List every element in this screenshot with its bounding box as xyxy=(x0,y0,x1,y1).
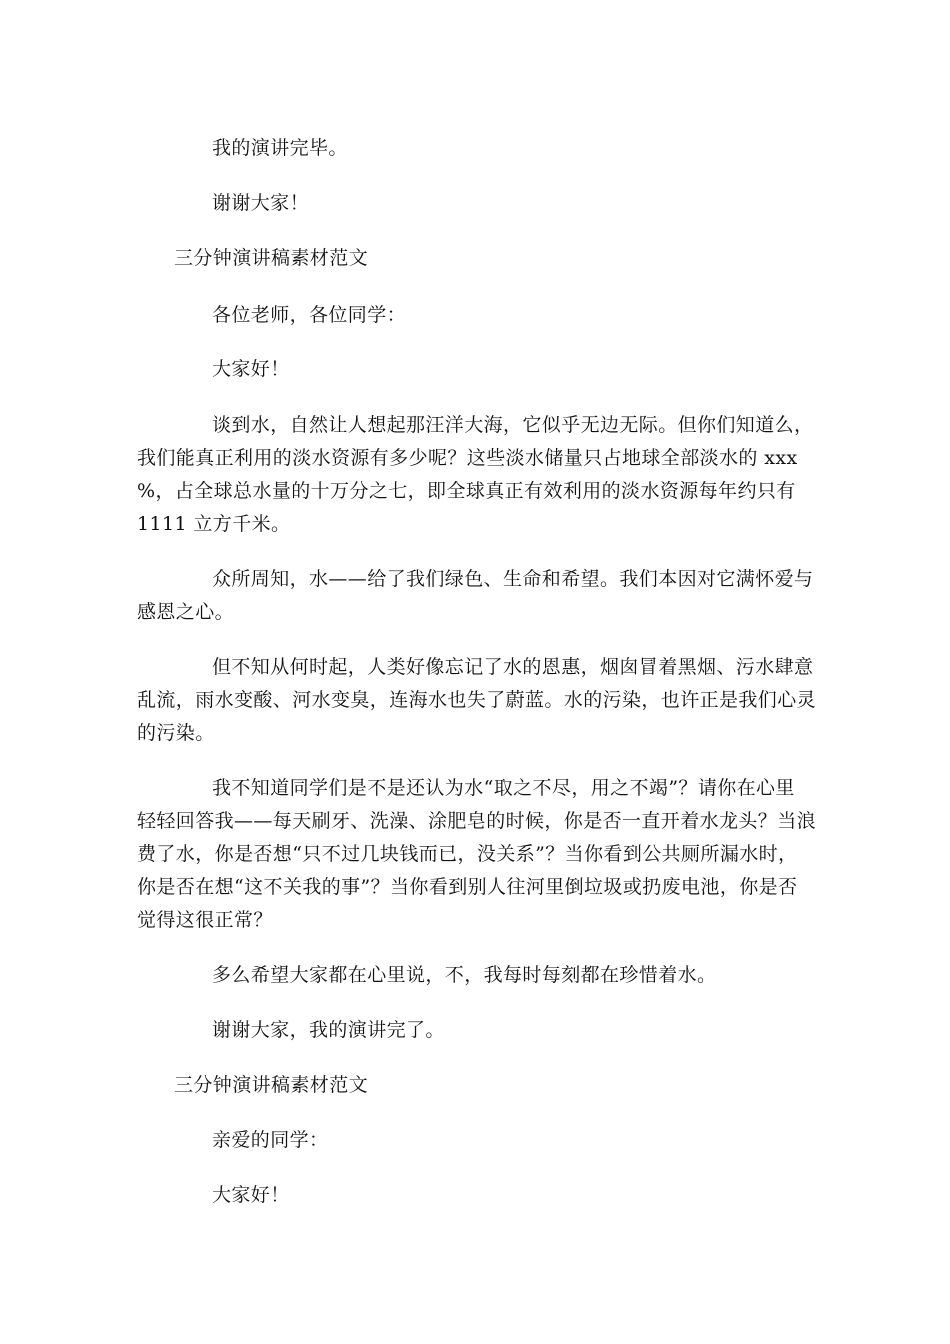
paragraph-line: 觉得这很正常？ xyxy=(137,909,273,931)
paragraph-line: 轻轻回答我——每天刷牙、洗澡、涂肥皂的时候，你是否一直开着水龙头？当浪 xyxy=(137,810,817,832)
closing-line: 谢谢大家，我的演讲完了。 xyxy=(212,1019,445,1041)
greeting-line: 亲爱的同学： xyxy=(212,1129,329,1151)
paragraph-line: 费了水，你是否想“只不过几块钱而已，没关系”？当你看到公共厕所漏水时， xyxy=(137,843,798,865)
hope-line: 多么希望大家都在心里说，不，我每时每刻都在珍惜着水。 xyxy=(212,964,717,986)
closing-line: 我的演讲完毕。 xyxy=(212,137,348,159)
paragraph-line: 众所周知，水——给了我们绿色、生命和希望。我们本因对它满怀爱与 xyxy=(212,568,814,590)
paragraph-line: 我们能真正利用的淡水资源有多少呢？这些淡水储量只占地球全部淡水的 xxx xyxy=(137,447,798,469)
paragraph-line: 感恩之心。 xyxy=(137,601,235,623)
paragraph-line: 但不知从何时起，人类好像忘记了水的恩惠，烟囱冒着黑烟、污水肆意 xyxy=(212,656,814,678)
paragraph-line: %，占全球总水量的十万分之七，即全球真正有效利用的淡水资源每年约只有 xyxy=(137,480,796,502)
hello-line: 大家好！ xyxy=(212,358,290,380)
section-title: 三分钟演讲稿素材范文 xyxy=(174,247,369,269)
paragraph-line: 谈到水，自然让人想起那汪洋大海，它似乎无边无际。但你们知道么， xyxy=(212,414,814,436)
paragraph-line: 乱流，雨水变酸、河水变臭，连海水也失了蔚蓝。水的污染，也许正是我们心灵 xyxy=(137,689,817,711)
paragraph-line: 的污染。 xyxy=(137,722,215,744)
hello-line: 大家好！ xyxy=(212,1184,290,1206)
paragraph-line: 1111 立方千米。 xyxy=(137,513,291,535)
paragraph-line: 你是否在想“这不关我的事”？当你看到别人往河里倒垃圾或扔废电池，你是否 xyxy=(137,876,798,898)
greeting-line: 各位老师，各位同学： xyxy=(212,304,407,326)
thanks-line: 谢谢大家！ xyxy=(212,192,310,214)
paragraph-line: 我不知道同学们是不是还认为水“取之不尽，用之不竭”？请你在心里 xyxy=(212,777,795,799)
section-title: 三分钟演讲稿素材范文 xyxy=(174,1074,369,1096)
